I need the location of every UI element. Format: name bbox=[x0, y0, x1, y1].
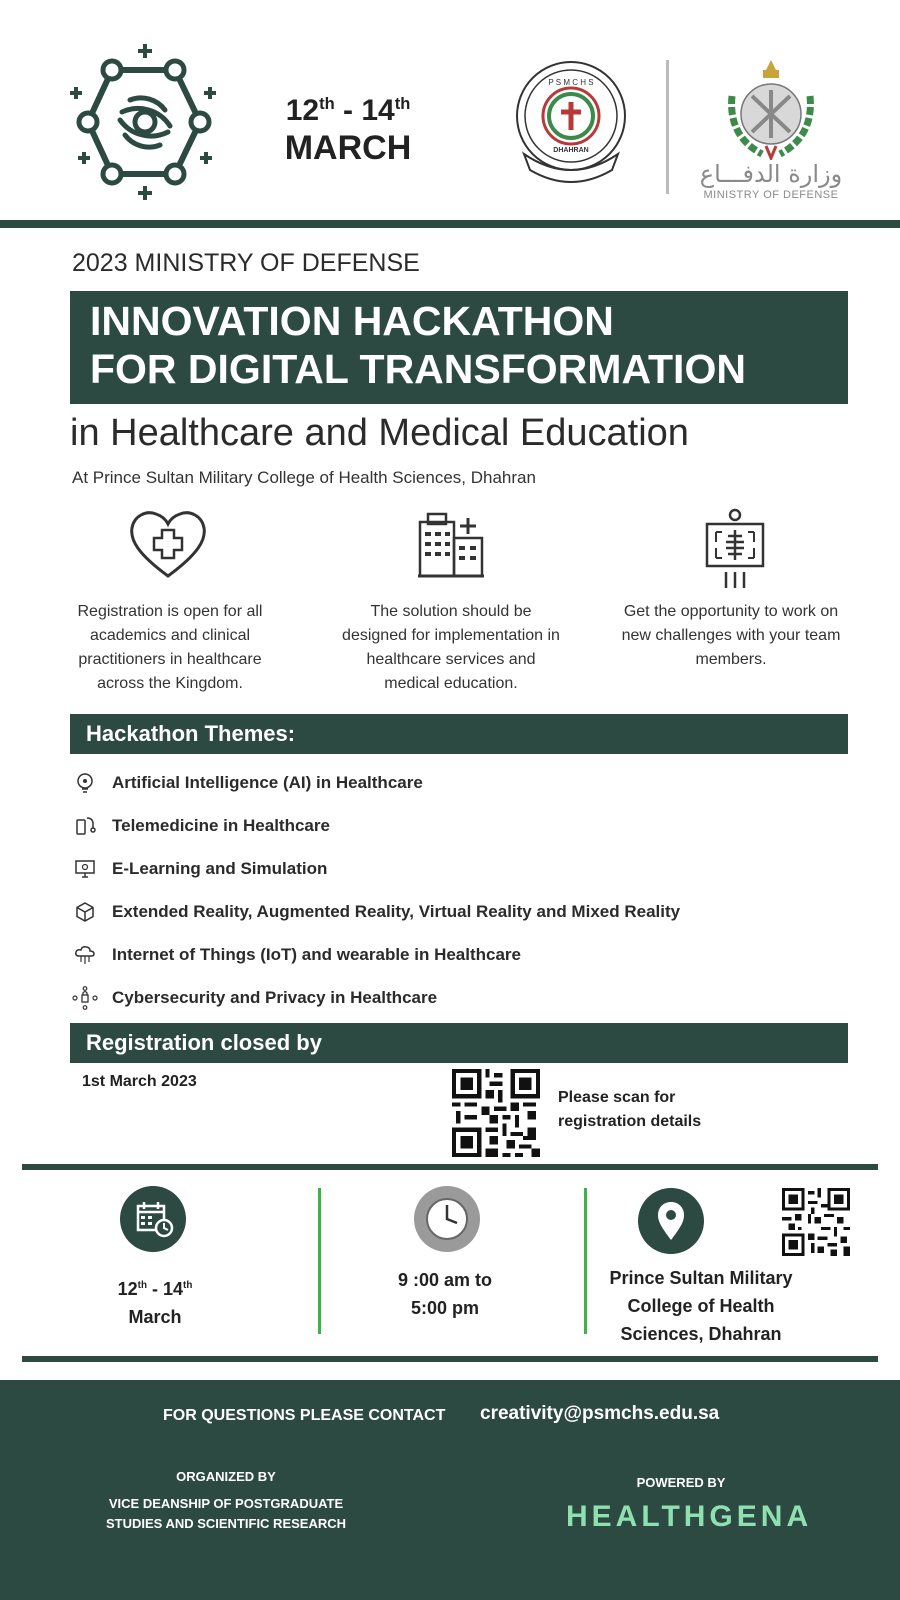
feature-solution-text: The solution should be designed for implementation in healthcare services and medical education. bbox=[342, 603, 560, 692]
feature-registration-text: Registration is open for all academics and clinical practitioners in healthcare across the Kingdom. bbox=[77, 603, 263, 692]
cube-icon bbox=[72, 899, 98, 925]
info-time-line-2: 5:00 pm bbox=[410, 1298, 480, 1318]
header-rule bbox=[0, 220, 900, 228]
theme-item bbox=[72, 768, 423, 798]
venue-qr-code[interactable] bbox=[782, 1188, 850, 1256]
mod-english-name: MINISTRY OF DEFENSE bbox=[703, 189, 839, 201]
theme-item bbox=[72, 811, 330, 841]
organizer-line-1: VICE DEANSHIP OF POSTGRADUATE bbox=[108, 1496, 344, 1511]
telemedicine-icon bbox=[72, 813, 98, 839]
title-banner bbox=[70, 291, 848, 404]
registration-heading: Registration closed by bbox=[86, 1030, 322, 1055]
themes-heading-bar bbox=[70, 714, 848, 754]
header-divider bbox=[666, 60, 669, 194]
title-subtitle: in Healthcare and Medical Education bbox=[70, 412, 689, 454]
info-date-start: 12 bbox=[117, 1279, 138, 1299]
ai-bulb-icon bbox=[72, 770, 98, 796]
registration-qr-code[interactable] bbox=[452, 1069, 540, 1157]
info-bottom-rule bbox=[22, 1356, 878, 1362]
xray-icon bbox=[704, 508, 766, 590]
date-start-day: 12 bbox=[285, 94, 320, 127]
header-dates bbox=[268, 86, 428, 167]
contact-email-link[interactable]: creativity@psmchs.edu.sa bbox=[480, 1403, 720, 1424]
theme-label: Cybersecurity and Privacy in Healthcare bbox=[112, 988, 438, 1007]
info-date-end: 14 bbox=[163, 1279, 184, 1299]
heart-plus-icon bbox=[128, 510, 208, 580]
info-top-rule bbox=[22, 1164, 878, 1170]
hackathon-logo bbox=[70, 40, 220, 205]
date-end-suffix: th bbox=[394, 95, 411, 113]
title-kicker: 2023 MINISTRY OF DEFENSE bbox=[72, 249, 420, 277]
powered-label: POWERED BY bbox=[636, 1475, 726, 1490]
info-venue-line-2: College of Health bbox=[627, 1296, 775, 1316]
theme-label: Extended Reality, Augmented Reality, Virtual Reality and Mixed Reality bbox=[112, 902, 681, 921]
info-date-start-suffix: th bbox=[137, 1280, 147, 1291]
theme-label: Telemedicine in Healthcare bbox=[112, 816, 330, 835]
info-divider-1 bbox=[318, 1188, 321, 1334]
themes-heading: Hackathon Themes: bbox=[86, 721, 296, 746]
healthgena-logo: HEALTHGENA bbox=[566, 1500, 813, 1533]
info-time bbox=[360, 1266, 530, 1322]
info-venue-line-1: Prince Sultan Military bbox=[609, 1268, 793, 1288]
security-network-icon bbox=[72, 985, 98, 1011]
info-date-end-suffix: th bbox=[183, 1280, 193, 1291]
theme-label: Internet of Things (IoT) and wearable in Healthcare bbox=[112, 945, 522, 964]
theme-item bbox=[72, 983, 437, 1013]
theme-item bbox=[72, 940, 521, 970]
info-venue-line-3: Sciences, Dhahran bbox=[620, 1324, 782, 1344]
scan-instructions: Please scan for registration details bbox=[558, 1089, 702, 1130]
theme-label: Artificial Intelligence (AI) in Healthcare bbox=[112, 773, 423, 792]
mod-emblem-logo bbox=[722, 56, 820, 160]
location-pin-icon bbox=[638, 1188, 704, 1254]
info-date-separator: - bbox=[147, 1279, 163, 1299]
clock-icon bbox=[414, 1186, 480, 1252]
registration-heading-bar bbox=[70, 1023, 848, 1063]
theme-label: E-Learning and Simulation bbox=[112, 859, 328, 878]
cloud-network-icon bbox=[72, 942, 98, 968]
footer bbox=[0, 1380, 900, 1600]
info-date-month: March bbox=[128, 1307, 182, 1327]
calendar-icon bbox=[120, 1186, 186, 1252]
psmchs-seal-text-top: P S M C H S bbox=[548, 78, 594, 87]
info-time-line-1: 9 :00 am to bbox=[397, 1270, 493, 1290]
date-start-suffix: th bbox=[319, 95, 335, 113]
info-divider-2 bbox=[584, 1188, 587, 1334]
registration-date: 1st March 2023 bbox=[82, 1073, 197, 1090]
psmchs-seal-logo bbox=[512, 58, 630, 184]
organized-label: ORGANIZED BY bbox=[176, 1469, 276, 1484]
theme-item bbox=[72, 854, 327, 884]
hospital-icon bbox=[416, 512, 486, 578]
title-line-1: INNOVATION HACKATHON bbox=[90, 298, 614, 344]
date-month: MARCH bbox=[284, 129, 412, 167]
psmchs-seal-text-bottom: DHAHRAN bbox=[553, 147, 589, 154]
title-location: At Prince Sultan Military College of Health Sciences, Dhahran bbox=[72, 468, 536, 487]
date-end-day: 14 bbox=[361, 94, 395, 127]
title-line-2: FOR DIGITAL TRANSFORMATION bbox=[90, 346, 746, 392]
monitor-icon bbox=[72, 856, 98, 882]
feature-opportunity-text: Get the opportunity to work on new challenges with your team members. bbox=[621, 603, 841, 668]
date-separator: - bbox=[334, 94, 362, 127]
organizer-line-2: STUDIES AND SCIENTIFIC RESEARCH bbox=[105, 1516, 347, 1531]
mod-arabic-name: وزارة الدفـــاع bbox=[699, 160, 843, 188]
info-venue bbox=[592, 1264, 810, 1348]
info-dates bbox=[70, 1272, 240, 1331]
contact-label: FOR QUESTIONS PLEASE CONTACT bbox=[163, 1407, 446, 1424]
theme-item bbox=[72, 897, 680, 927]
